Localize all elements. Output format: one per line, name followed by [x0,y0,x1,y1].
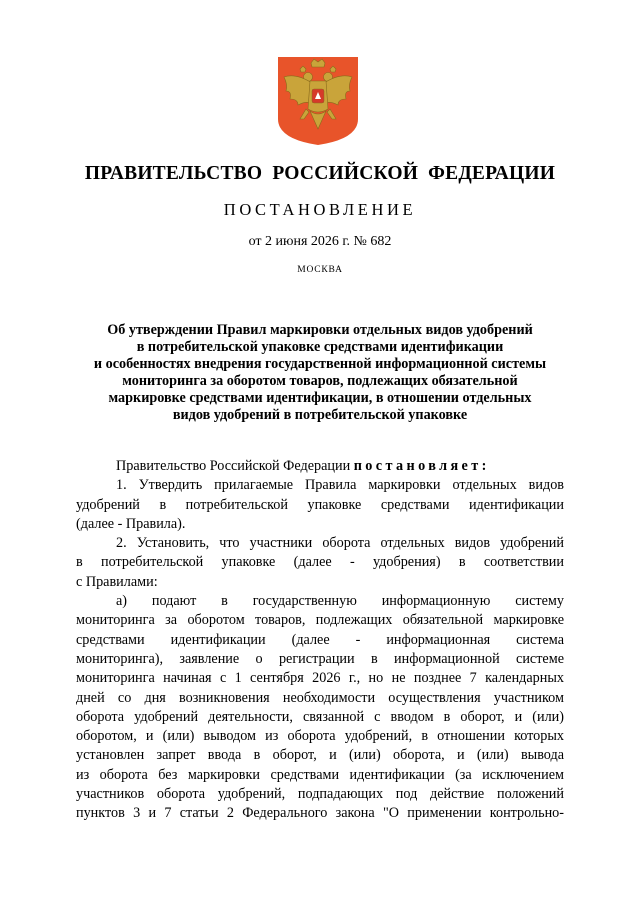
document-body [76,457,564,824]
subject-line: маркировке средствами идентификации, в отношении отдельных [108,390,532,406]
paragraph-line: 1. Утвердить прилагаемые Правила маркировки отдельных видов [116,477,564,494]
paragraph-line: в потребительской упаковке (далее - удобрения) в соответствии [76,554,564,571]
preamble-lead: Правительство Российской Федерации [116,458,354,474]
paragraph-line: (далее - Правила). [76,515,186,532]
paragraph-line: 2. Установить, что участники оборота отдельных видов удобрений [116,535,564,552]
paragraph-line: мониторинга начиная с 1 сентября 2026 г., но не позднее 7 календарных [76,670,564,687]
subject-line: видов удобрений в потребительской упаковке [172,407,468,423]
document-date-number: от 2 июня 2026 г. № 682 [248,234,392,249]
document-type: ПОСТАНОВЛЕНИЕ [223,200,417,219]
city-name: МОСКВА [297,265,343,275]
paragraph-line: из оборота без маркировки средствами идентификации (за исключением [76,766,564,783]
coat-of-arms-icon [276,55,360,147]
subject-line: и особенностях внедрения государственной информационной системы [93,356,547,372]
subject-line: мониторинга за оборотом товаров, подлежащих обязательной [122,373,518,389]
paragraph-line: дней со дня возникновения необходимости осуществления участником [76,689,564,706]
paragraph-line: мониторинга), заявление о регистрации в информационной системе [76,650,564,667]
subject-line: Об утверждении Правил маркировки отдельных видов удобрений [107,322,533,338]
government-title: ПРАВИТЕЛЬСТВО РОССИЙСКОЙ ФЕДЕРАЦИИ [84,163,556,184]
subject-line: в потребительской упаковке средствами идентификации [136,339,504,355]
paragraph-line: с Правилами: [76,573,158,590]
paragraph-line: средствами идентификации (далее - информационная система [76,631,564,648]
preamble-verb: постановляет: [353,458,490,474]
paragraph-line: оборота удобрений деятельности, связанной с вводом в оборот, и (или) [76,708,564,725]
paragraph-line: удобрений в потребительской упаковке средствами идентификации [76,496,564,513]
paragraph-line: установлен запрет ввода в оборот, и (или) оборота, и (или) вывода [76,747,564,764]
document-subject [60,322,580,424]
paragraph-line: мониторинга за оборотом товаров, подлежащих обязательной маркировке [76,612,564,629]
paragraph-line: участников оборота удобрений, подпадающих под действие положений [76,786,564,803]
paragraph-line: оборотом, и (или) выводом из оборота удобрений, в отношении которых [76,728,564,745]
preamble [76,457,564,476]
paragraph-line: а) подают в государственную информационную систему [116,593,564,610]
paragraph-line: пунктов 3 и 7 статьи 2 Федерального закона "О применении контрольно- [76,805,564,822]
